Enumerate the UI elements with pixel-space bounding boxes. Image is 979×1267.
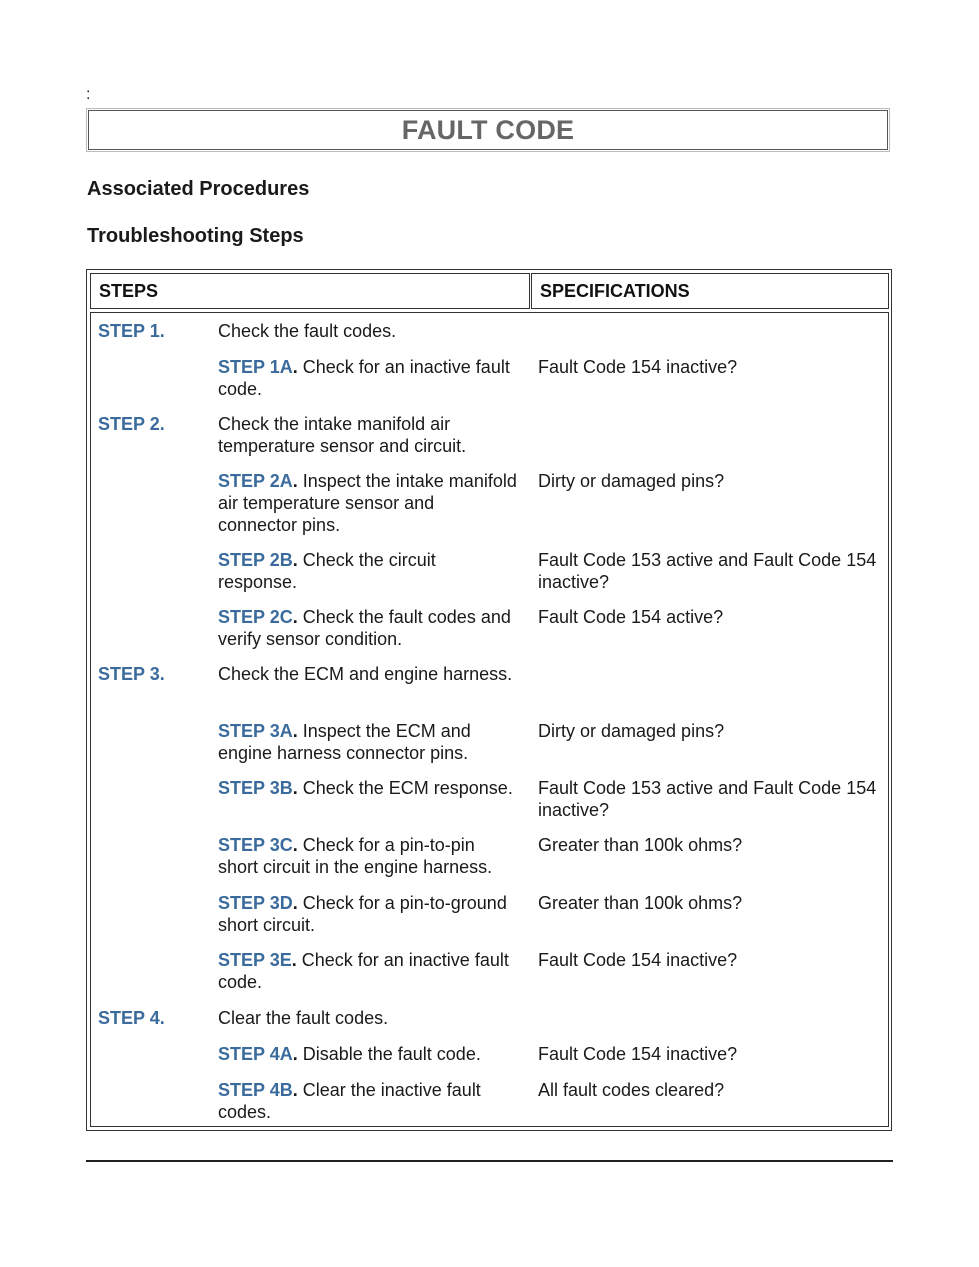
substep-label: STEP 3D (218, 893, 293, 913)
substep-label: STEP 4B (218, 1080, 293, 1100)
step-text: Check for an inactive fault code. (218, 357, 510, 399)
step-text: Clear the inactive fault codes. (218, 1080, 481, 1122)
step-number: STEP 4. (98, 1008, 165, 1028)
table-body (90, 312, 889, 1127)
troubleshooting-steps-heading: Troubleshooting Steps (87, 225, 304, 247)
step-text: Check the ECM and engine harness. (218, 664, 513, 684)
specification-text: Fault Code 154 inactive? (538, 950, 738, 970)
header-specifications: SPECIFICATIONS (531, 273, 889, 309)
substep-label: STEP 2C (218, 607, 293, 627)
specification-text: Fault Code 154 inactive? (538, 1044, 738, 1064)
specification-text: All fault codes cleared? (538, 1080, 725, 1100)
step-text: Check the fault codes. (218, 321, 397, 341)
step-description: STEP 2A. Inspect the intake manifold air temperature sensor and connector pins. (218, 471, 517, 535)
step-description: STEP 3B. Check the ECM response. (218, 778, 513, 798)
step-text: Check for a pin-to-ground short circuit. (218, 893, 507, 935)
step-description: STEP 4B. Clear the inactive fault codes. (218, 1080, 481, 1122)
step-description: STEP 3E. Check for an inactive fault code. (218, 950, 509, 992)
substep-label: STEP 2A (218, 471, 293, 491)
step-text: Inspect the intake manifold air temperature sensor and connector pins. (218, 471, 517, 535)
step-text: Check for a pin-to-pin short circuit in the engine harness. (218, 835, 493, 877)
step-text: Clear the fault codes. (218, 1008, 389, 1028)
step-description (218, 1007, 518, 1029)
associated-procedures-heading: Associated Procedures (87, 178, 310, 200)
step-description: STEP 3A. Inspect the ECM and engine harness connector pins. (218, 721, 471, 763)
step-text: Check for an inactive fault code. (218, 950, 509, 992)
header-steps: STEPS (90, 273, 530, 309)
step-description (218, 413, 518, 457)
specification-text: Fault Code 153 active and Fault Code 154 inactive? (538, 778, 877, 820)
step-number: STEP 1. (98, 321, 165, 341)
step-description: STEP 1A. Check for an inactive fault code. (218, 357, 510, 399)
step-description: STEP 3D. Check for a pin-to-ground short circuit. (218, 893, 507, 935)
page-title: FAULT CODE (401, 114, 575, 145)
step-description: STEP 3C. Check for a pin-to-pin short circuit in the engine harness. (218, 835, 493, 877)
substep-label: STEP 3E (218, 950, 292, 970)
step-description: STEP 2B. Check the circuit response. (218, 550, 436, 592)
specification-text: Fault Code 153 active and Fault Code 154 inactive? (538, 550, 877, 592)
step-text: Check the fault codes and verify sensor condition. (218, 607, 511, 649)
step-number: STEP 2. (98, 414, 165, 434)
substep-label: STEP 3B (218, 778, 293, 798)
step-description: STEP 2C. Check the fault codes and verify sensor condition. (218, 607, 511, 649)
substep-label: STEP 1A (218, 357, 293, 377)
specification-text: Dirty or damaged pins? (538, 471, 725, 491)
step-number: STEP 3. (98, 664, 165, 684)
title-box (88, 110, 888, 150)
substep-label: STEP 2B (218, 550, 293, 570)
specification-text: Fault Code 154 inactive? (538, 357, 738, 377)
bottom-divider (86, 1160, 893, 1162)
step-text: Check the intake manifold air temperature sensor and circuit. (218, 414, 467, 456)
step-text: Check the ECM response. (297, 778, 513, 798)
step-text: Disable the fault code. (297, 1044, 481, 1064)
step-text: Inspect the ECM and engine harness connector pins. (218, 721, 471, 763)
specification-text: Dirty or damaged pins? (538, 721, 725, 741)
specification-text: Fault Code 154 active? (538, 607, 724, 627)
specification-text: Greater than 100k ohms? (538, 835, 743, 855)
step-text: Check the circuit response. (218, 550, 436, 592)
step-description (218, 320, 518, 342)
troubleshooting-table (86, 269, 892, 1131)
substep-label: STEP 4A (218, 1044, 293, 1064)
step-description (218, 663, 518, 685)
step-description: STEP 4A. Disable the fault code. (218, 1044, 481, 1064)
leading-colon: : (86, 86, 91, 103)
substep-label: STEP 3A (218, 721, 293, 741)
substep-label: STEP 3C (218, 835, 293, 855)
specification-text: Greater than 100k ohms? (538, 893, 743, 913)
